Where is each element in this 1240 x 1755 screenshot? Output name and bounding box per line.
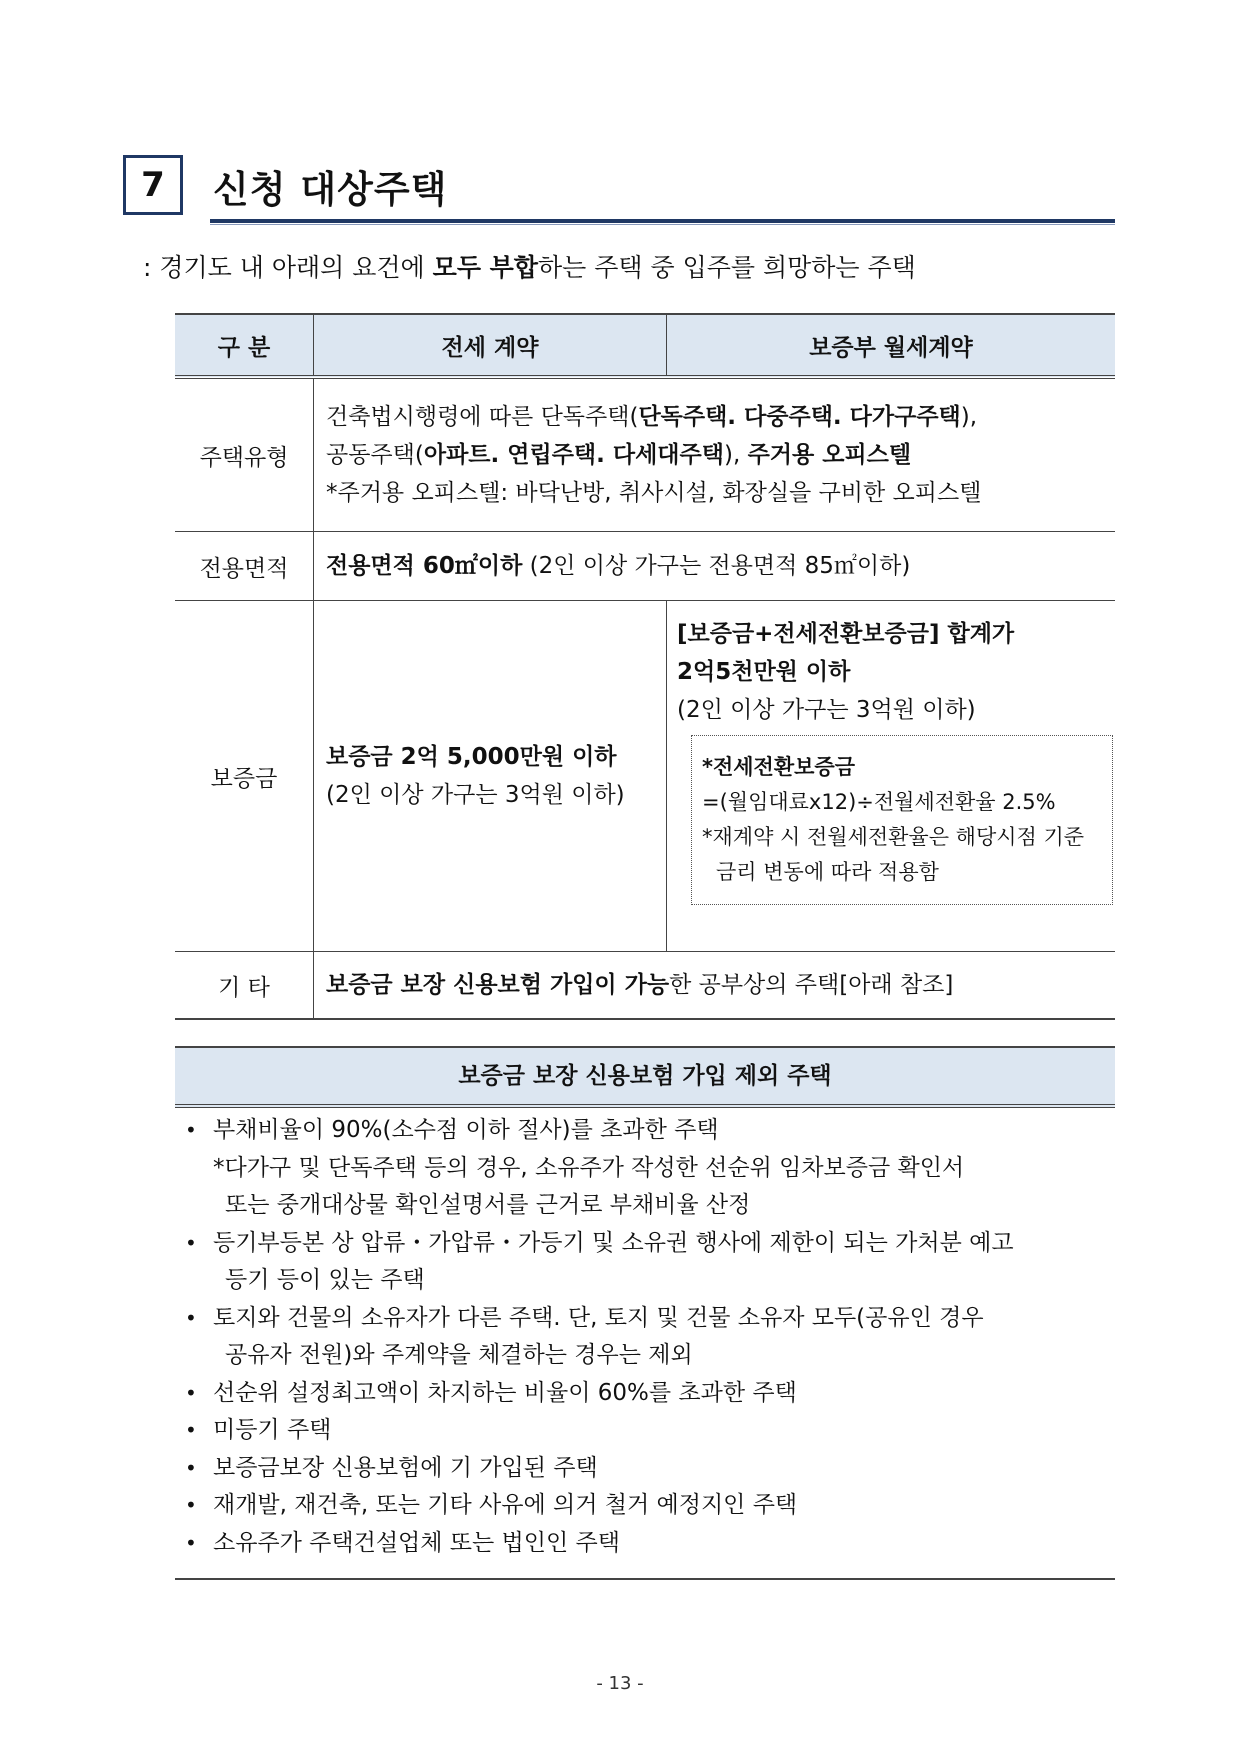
conversion-note-title: *전세전환보증금 [702,755,855,779]
page-number: - 13 - [596,1673,644,1694]
text-span: (2인 이상 가구는 전용면적 85㎡이하) [522,553,911,579]
text-span: 공동주택( [326,442,424,468]
other-cell [314,952,1116,1020]
list-item-text: 미등기 주택 [213,1417,332,1443]
bullet-icon: • [185,1305,197,1330]
intro-prefix: : 경기도 내 아래의 요건에 [143,253,433,282]
list-item [185,1375,1105,1413]
heading-rule [210,219,1115,223]
list-item-continuation: 공유자 전원)와 주계약을 체결하는 경우는 제외 [225,1342,693,1368]
text-span: 단독주택. 다중주택. 다가구주택 [638,404,961,430]
jeonse-deposit-note: (2인 이상 가구는 3억원 이하) [326,782,625,808]
row-label-housing-type: 주택유형 [175,377,314,532]
table-row [175,532,1115,601]
list-item-text: 부채비율이 90%(소수점 이하 절사)를 초과한 주택 [213,1117,719,1143]
list-item [185,1412,1105,1450]
housing-type-line2 [326,436,1103,474]
text-span: 아파트. 연립주택. 다세대주택 [423,442,724,468]
row-label-deposit: 보증금 [175,601,314,952]
bullet-icon: • [185,1118,197,1142]
bullet-icon: • [185,1380,197,1405]
exclusion-heading: 보증금 보장 신용보험 가입 제외 주택 [175,1046,1115,1108]
exclusion-bottom-rule [175,1578,1115,1580]
intro-emphasis: 모두 부합 [432,253,538,282]
conversion-formula: =(월임대료x12)÷전월세전환율 2.5% [702,790,1056,814]
text-span: 건축법시행령에 따른 단독주택( [326,404,639,430]
section-heading [123,155,1115,223]
bullet-icon: • [185,1493,197,1517]
list-item-text: 재개발, 재건축, 또는 기타 사유에 의거 철거 예정지인 주택 [213,1492,798,1518]
heading-rule-thin [210,224,1115,225]
housing-type-cell [314,377,1116,532]
bullet-icon: • [185,1530,197,1555]
monthly-limit-line2: 2억5천만원 이하 [677,659,851,685]
text-span: ), [960,404,978,430]
list-item-note: 또는 중개대상물 확인설명서를 근거로 부채비율 산정 [225,1192,751,1218]
bullet-icon: • [185,1455,197,1480]
table-row [175,952,1115,1020]
table-row [175,601,1115,952]
conversion-note-1: *재계약 시 전월세전환율은 해당시점 기준 [702,825,1085,849]
text-span: 한 공부상의 주택[아래 참조] [669,972,954,998]
list-item-note: *다가구 및 단독주택 등의 경우, 소유주가 작성한 선순위 임차보증금 확인서 [213,1154,965,1181]
text-span: 주거용 오피스텔 [747,442,912,468]
list-item-continuation: 등기 등이 있는 주택 [225,1267,425,1293]
header-monthly: 보증부 월세계약 [667,314,1116,377]
deposit-monthly-cell [667,601,1116,952]
list-item-text: 선순위 설정최고액이 차지하는 비율이 60%를 초과한 주택 [213,1379,797,1406]
text-span: 전용면적 60㎡이하 [326,553,523,579]
list-item [185,1525,1105,1563]
text-span: 보증금 보장 신용보험 가입이 가능 [326,972,670,998]
text-span: ), [723,442,748,468]
row-label-other: 기 타 [175,952,314,1020]
area-cell [314,532,1116,601]
list-item-text: 토지와 건물의 소유자가 다른 주택. 단, 토지 및 건물 소유자 모두(공유인 경우 [213,1304,984,1331]
section-title: 신청 대상주택 [213,168,448,211]
list-item-text: 소유주가 주택건설업체 또는 법인인 주택 [213,1529,620,1556]
list-item [185,1225,1105,1263]
conversion-note-2: 금리 변동에 따라 적용함 [716,860,939,884]
table-row [175,377,1115,532]
list-item-text: 등기부등본 상 압류・가압류・가등기 및 소유권 행사에 제한이 되는 가처분 예고 [213,1229,1014,1256]
list-item [185,1112,1105,1150]
deposit-jeonse-cell [314,601,667,952]
header-category: 구 분 [175,314,314,377]
list-item [185,1300,1105,1338]
intro-suffix: 하는 주택 중 입주를 희망하는 주택 [537,253,916,282]
housing-type-note: *주거용 오피스텔: 바닥난방, 취사시설, 화장실을 구비한 오피스텔 [326,480,982,506]
bullet-icon: • [185,1230,197,1255]
section-number: 7 [123,155,183,215]
requirements-table [175,313,1115,1020]
exclusion-list [185,1112,1105,1562]
conversion-note-box [691,735,1113,905]
header-jeonse: 전세 계약 [314,314,667,377]
housing-type-line1 [326,398,1103,436]
jeonse-deposit-limit: 보증금 2억 5,000만원 이하 [326,744,617,770]
monthly-limit-line1: [보증금+전세전환보증금] 합계가 [677,621,1015,647]
list-item [185,1487,1105,1525]
bullet-icon: • [185,1418,197,1442]
monthly-limit-note: (2인 이상 가구는 3억원 이하) [677,697,976,723]
row-label-area: 전용면적 [175,532,314,601]
list-item [185,1450,1105,1488]
list-item-text: 보증금보장 신용보험에 기 가입된 주택 [213,1454,598,1481]
table-header-row [175,314,1115,377]
intro-text [143,248,916,284]
